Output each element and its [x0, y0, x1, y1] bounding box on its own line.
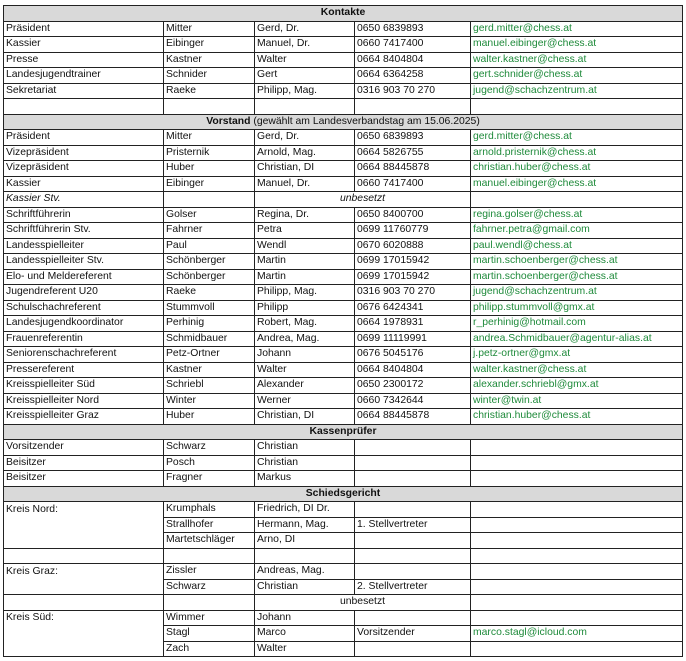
role-cell: Jugendreferent U20: [4, 285, 164, 301]
first-name-cell: Robert, Mag.: [255, 316, 355, 332]
phone-cell: 0316 903 70 270: [355, 285, 471, 301]
empty-cell: [4, 548, 164, 564]
contacts-table: [3, 5, 683, 657]
role-cell: Frauenreferentin: [4, 331, 164, 347]
section-subtitle: (gewählt am Landesverbandstag am 15.06.2025): [253, 115, 480, 127]
email-link[interactable]: fahrner.petra@gmail.com: [471, 223, 683, 239]
last-name-cell: Stummvoll: [164, 300, 255, 316]
email-link[interactable]: manuel.eibinger@chess.at: [471, 176, 683, 192]
empty-cell: [471, 502, 683, 518]
last-name-cell: Kastner: [164, 362, 255, 378]
role-cell: Landesjugendtrainer: [4, 68, 164, 84]
empty-cell: [4, 595, 164, 611]
section-header-kassenpruefer: [4, 424, 683, 440]
first-name-cell: Philipp, Mag.: [255, 83, 355, 99]
first-name-cell: Andrea, Mag.: [255, 331, 355, 347]
first-name-cell: Alexander: [255, 378, 355, 394]
table-row: [4, 145, 683, 161]
last-name-cell: Schriebl: [164, 378, 255, 394]
note-cell: [355, 610, 471, 626]
empty-cell: [4, 99, 164, 115]
last-name-cell: Kastner: [164, 52, 255, 68]
spacer-row: [4, 548, 683, 564]
empty-cell: [355, 440, 471, 456]
phone-cell: 0670 6020888: [355, 238, 471, 254]
table-row: [4, 331, 683, 347]
role-cell: Schriftführerin Stv.: [4, 223, 164, 239]
table-row: [4, 130, 683, 146]
table-row: [4, 347, 683, 363]
email-link[interactable]: winter@twin.at: [471, 393, 683, 409]
empty-cell: [471, 610, 683, 626]
last-name-cell: Schnider: [164, 68, 255, 84]
section-header-vorstand: [4, 114, 683, 130]
phone-cell: 0660 7417400: [355, 176, 471, 192]
role-cell: Schriftführerin: [4, 207, 164, 223]
note-cell: 1. Stellvertreter: [355, 517, 471, 533]
table-row: [4, 83, 683, 99]
phone-cell: 0650 6839893: [355, 21, 471, 37]
phone-cell: 0664 88445878: [355, 161, 471, 177]
section-title: Kassenprüfer: [4, 424, 683, 440]
email-link[interactable]: alexander.schriebl@gmx.at: [471, 378, 683, 394]
empty-cell: [4, 533, 164, 549]
email-link[interactable]: gerd.mitter@chess.at: [471, 130, 683, 146]
spacer-row: [4, 99, 683, 115]
email-link[interactable]: marco.stagl@icloud.com: [471, 626, 683, 642]
table-row: [4, 471, 683, 487]
phone-cell: 0660 7417400: [355, 37, 471, 53]
first-name-cell: Werner: [255, 393, 355, 409]
phone-cell: 0664 8404804: [355, 52, 471, 68]
last-name-cell: Zach: [164, 641, 255, 657]
table-row: [4, 502, 683, 518]
last-name-cell: Paul: [164, 238, 255, 254]
phone-cell: 0676 6424341: [355, 300, 471, 316]
role-cell: Kassier: [4, 37, 164, 53]
empty-cell: [471, 641, 683, 657]
first-name-cell: Walter: [255, 641, 355, 657]
email-link[interactable]: jugend@schachzentrum.at: [471, 83, 683, 99]
last-name-cell: Posch: [164, 455, 255, 471]
table-row: [4, 37, 683, 53]
last-name-cell: Eibinger: [164, 176, 255, 192]
first-name-cell: Regina, Dr.: [255, 207, 355, 223]
last-name-cell: Fahrner: [164, 223, 255, 239]
first-name-cell: Gerd, Dr.: [255, 130, 355, 146]
empty-cell: [255, 548, 355, 564]
table-row: [4, 21, 683, 37]
email-link[interactable]: j.petz-ortner@gmx.at: [471, 347, 683, 363]
table-row: [4, 626, 683, 642]
first-name-cell: Friedrich, DI Dr.: [255, 502, 355, 518]
table-row: [4, 316, 683, 332]
empty-cell: [471, 548, 683, 564]
email-link[interactable]: martin.schoenberger@chess.at: [471, 254, 683, 270]
first-name-cell: Hermann, Mag.: [255, 517, 355, 533]
table-row: [4, 285, 683, 301]
last-name-cell: Schwarz: [164, 579, 255, 595]
table-row: [4, 254, 683, 270]
last-name-cell: Mitter: [164, 130, 255, 146]
empty-cell: [4, 641, 164, 657]
last-name-cell: Fragner: [164, 471, 255, 487]
section-header-kontakte: [4, 6, 683, 22]
last-name-cell: Strallhofer: [164, 517, 255, 533]
last-name-cell: Huber: [164, 161, 255, 177]
table-row: [4, 455, 683, 471]
first-name-cell: Gerd, Dr.: [255, 21, 355, 37]
table-row: [4, 517, 683, 533]
vacant-status: unbesetzt: [255, 192, 471, 208]
email-link[interactable]: jugend@schachzentrum.at: [471, 285, 683, 301]
first-name-cell: Gert: [255, 68, 355, 84]
empty-cell: [164, 192, 255, 208]
role-cell: Präsident: [4, 130, 164, 146]
last-name-cell: Huber: [164, 409, 255, 425]
phone-cell: 0664 6364258: [355, 68, 471, 84]
first-name-cell: Philipp, Mag.: [255, 285, 355, 301]
first-name-cell: Christian, DI: [255, 161, 355, 177]
email-link[interactable]: andrea.Schmidbauer@agentur-alias.at: [471, 331, 683, 347]
section-title: Schiedsgericht: [4, 486, 683, 502]
section-title-text: Vorstand: [206, 115, 251, 127]
empty-cell: [355, 471, 471, 487]
phone-cell: 0699 11760779: [355, 223, 471, 239]
empty-cell: [355, 455, 471, 471]
table-row: [4, 238, 683, 254]
note-cell: [355, 533, 471, 549]
phone-cell: 0664 88445878: [355, 409, 471, 425]
first-name-cell: Martin: [255, 254, 355, 270]
first-name-cell: Christian: [255, 440, 355, 456]
note-cell: [355, 641, 471, 657]
table-row: [4, 641, 683, 657]
last-name-cell: Zissler: [164, 564, 255, 580]
last-name-cell: Eibinger: [164, 37, 255, 53]
empty-cell: [355, 99, 471, 115]
first-name-cell: Walter: [255, 52, 355, 68]
phone-cell: 0650 8400700: [355, 207, 471, 223]
last-name-cell: Krumphals: [164, 502, 255, 518]
first-name-cell: Walter: [255, 362, 355, 378]
phone-cell: 0699 17015942: [355, 269, 471, 285]
role-cell: Vorsitzender: [4, 440, 164, 456]
last-name-cell: Wimmer: [164, 610, 255, 626]
table-row: [4, 300, 683, 316]
note-cell: [355, 564, 471, 580]
empty-cell: [355, 548, 471, 564]
section-header-schiedsgericht: [4, 486, 683, 502]
role-cell: Schulschachreferent: [4, 300, 164, 316]
table-row: [4, 269, 683, 285]
table-row: [4, 176, 683, 192]
role-cell: Landesspielleiter: [4, 238, 164, 254]
table-row: [4, 362, 683, 378]
section-title: Kontakte: [4, 6, 683, 22]
last-name-cell: Raeke: [164, 285, 255, 301]
first-name-cell: Wendl: [255, 238, 355, 254]
first-name-cell: Marco: [255, 626, 355, 642]
table-row: [4, 533, 683, 549]
table-row: [4, 68, 683, 84]
email-link[interactable]: christian.huber@chess.at: [471, 161, 683, 177]
vacant-status: unbesetzt: [255, 595, 471, 611]
first-name-cell: Johann: [255, 610, 355, 626]
role-cell: Seniorenschachreferent: [4, 347, 164, 363]
empty-cell: [471, 192, 683, 208]
empty-cell: [471, 471, 683, 487]
district-label: Kreis Süd:: [4, 610, 164, 626]
role-cell: Kreisspielleiter Nord: [4, 393, 164, 409]
last-name-cell: Martetschläger: [164, 533, 255, 549]
empty-cell: [471, 99, 683, 115]
role-cell: Presse: [4, 52, 164, 68]
empty-cell: [471, 579, 683, 595]
email-link[interactable]: martin.schoenberger@chess.at: [471, 269, 683, 285]
phone-cell: 0676 5045176: [355, 347, 471, 363]
empty-cell: [4, 579, 164, 595]
role-cell: Pressereferent: [4, 362, 164, 378]
email-link[interactable]: regina.golser@chess.at: [471, 207, 683, 223]
last-name-cell: Raeke: [164, 83, 255, 99]
role-cell: Kassier Stv.: [4, 192, 164, 208]
role-cell: Sekretariat: [4, 83, 164, 99]
role-cell: Landesjugendkoordinator: [4, 316, 164, 332]
last-name-cell: Schmidbauer: [164, 331, 255, 347]
table-row: [4, 378, 683, 394]
first-name-cell: Martin: [255, 269, 355, 285]
role-cell: Vizepräsident: [4, 161, 164, 177]
phone-cell: 0316 903 70 270: [355, 83, 471, 99]
phone-cell: 0660 7342644: [355, 393, 471, 409]
empty-cell: [471, 440, 683, 456]
first-name-cell: Markus: [255, 471, 355, 487]
empty-cell: [164, 595, 255, 611]
role-cell: Beisitzer: [4, 471, 164, 487]
email-link[interactable]: walter.kastner@chess.at: [471, 52, 683, 68]
email-link[interactable]: manuel.eibinger@chess.at: [471, 37, 683, 53]
last-name-cell: Mitter: [164, 21, 255, 37]
phone-cell: 0664 5826755: [355, 145, 471, 161]
table-row: [4, 564, 683, 580]
table-row: [4, 223, 683, 239]
role-cell: Kreisspielleiter Graz: [4, 409, 164, 425]
first-name-cell: Christian: [255, 455, 355, 471]
contacts-document: [3, 5, 682, 657]
role-cell: Kassier: [4, 176, 164, 192]
note-cell: [355, 502, 471, 518]
empty-cell: [164, 99, 255, 115]
empty-cell: [471, 517, 683, 533]
role-cell: Präsident: [4, 21, 164, 37]
first-name-cell: Andreas, Mag.: [255, 564, 355, 580]
empty-cell: [4, 626, 164, 642]
empty-cell: [471, 595, 683, 611]
first-name-cell: Arno, DI: [255, 533, 355, 549]
first-name-cell: Philipp: [255, 300, 355, 316]
email-link[interactable]: r_perhinig@hotmail.com: [471, 316, 683, 332]
table-row: [4, 393, 683, 409]
email-link[interactable]: walter.kastner@chess.at: [471, 362, 683, 378]
first-name-cell: Christian, DI: [255, 409, 355, 425]
last-name-cell: Pristernik: [164, 145, 255, 161]
table-row: [4, 207, 683, 223]
district-label: Kreis Graz:: [4, 564, 164, 580]
first-name-cell: Arnold, Mag.: [255, 145, 355, 161]
email-link[interactable]: christian.huber@chess.at: [471, 409, 683, 425]
first-name-cell: Johann: [255, 347, 355, 363]
email-link[interactable]: arnold.pristernik@chess.at: [471, 145, 683, 161]
phone-cell: 0699 17015942: [355, 254, 471, 270]
vacant-row: [4, 192, 683, 208]
last-name-cell: Perhinig: [164, 316, 255, 332]
empty-cell: [4, 517, 164, 533]
role-cell: Elo- und Meldereferent: [4, 269, 164, 285]
empty-cell: [471, 533, 683, 549]
empty-cell: [471, 564, 683, 580]
email-link[interactable]: gert.schnider@chess.at: [471, 68, 683, 84]
email-link[interactable]: philipp.stummvoll@gmx.at: [471, 300, 683, 316]
table-row: [4, 440, 683, 456]
table-row: [4, 409, 683, 425]
empty-cell: [255, 99, 355, 115]
phone-cell: 0650 6839893: [355, 130, 471, 146]
email-link[interactable]: gerd.mitter@chess.at: [471, 21, 683, 37]
first-name-cell: Manuel, Dr.: [255, 176, 355, 192]
empty-cell: [471, 455, 683, 471]
phone-cell: 0650 2300172: [355, 378, 471, 394]
role-cell: Vizepräsident: [4, 145, 164, 161]
table-row: [4, 610, 683, 626]
vacant-row: [4, 595, 683, 611]
role-cell: Kreisspielleiter Süd: [4, 378, 164, 394]
email-link[interactable]: paul.wendl@chess.at: [471, 238, 683, 254]
phone-cell: 0699 11119991: [355, 331, 471, 347]
note-cell: Vorsitzender: [355, 626, 471, 642]
first-name-cell: Manuel, Dr.: [255, 37, 355, 53]
first-name-cell: Petra: [255, 223, 355, 239]
last-name-cell: Winter: [164, 393, 255, 409]
role-cell: Beisitzer: [4, 455, 164, 471]
empty-cell: [164, 548, 255, 564]
section-title: [4, 114, 683, 130]
table-row: [4, 52, 683, 68]
last-name-cell: Petz-Ortner: [164, 347, 255, 363]
last-name-cell: Schwarz: [164, 440, 255, 456]
last-name-cell: Stagl: [164, 626, 255, 642]
table-row: [4, 161, 683, 177]
note-cell: 2. Stellvertreter: [355, 579, 471, 595]
role-cell: Landesspielleiter Stv.: [4, 254, 164, 270]
phone-cell: 0664 8404804: [355, 362, 471, 378]
phone-cell: 0664 1978931: [355, 316, 471, 332]
last-name-cell: Schönberger: [164, 269, 255, 285]
last-name-cell: Schönberger: [164, 254, 255, 270]
first-name-cell: Christian: [255, 579, 355, 595]
district-label: Kreis Nord:: [4, 502, 164, 518]
table-row: [4, 579, 683, 595]
last-name-cell: Golser: [164, 207, 255, 223]
